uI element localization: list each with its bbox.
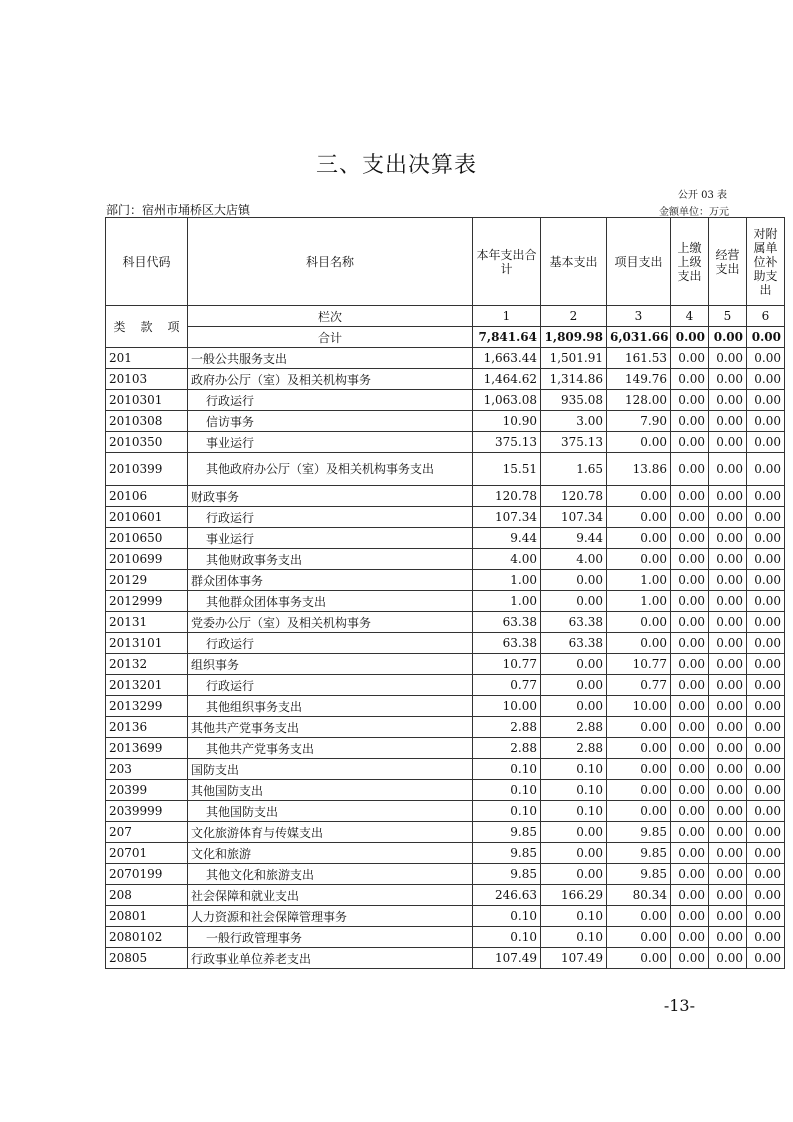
row-code: 2010650 xyxy=(106,528,188,549)
row-value: 107.34 xyxy=(541,507,607,528)
row-name: 其他财政事务支出 xyxy=(188,549,473,570)
row-value: 0.00 xyxy=(747,612,785,633)
row-code: 2013299 xyxy=(106,696,188,717)
row-code: 20805 xyxy=(106,948,188,969)
row-value: 0.00 xyxy=(607,612,671,633)
row-value: 0.10 xyxy=(541,759,607,780)
row-name: 行政运行 xyxy=(188,390,473,411)
row-value: 9.85 xyxy=(607,822,671,843)
row-value: 0.00 xyxy=(747,633,785,654)
row-name: 其他共产党事务支出 xyxy=(188,738,473,759)
row-value: 9.85 xyxy=(473,843,541,864)
row-code: 2010399 xyxy=(106,453,188,486)
expenditure-table xyxy=(105,217,785,969)
row-value: 0.00 xyxy=(747,864,785,885)
col-num: 5 xyxy=(709,306,747,327)
row-value: 0.77 xyxy=(607,675,671,696)
table-row xyxy=(106,822,785,843)
row-value: 2.88 xyxy=(541,738,607,759)
table-row xyxy=(106,801,785,822)
row-value: 0.00 xyxy=(709,486,747,507)
total-value: 7,841.64 xyxy=(473,327,541,348)
row-value: 0.10 xyxy=(541,927,607,948)
row-name: 人力资源和社会保障管理事务 xyxy=(188,906,473,927)
row-value: 0.00 xyxy=(747,738,785,759)
row-value: 0.00 xyxy=(747,453,785,486)
row-value: 10.77 xyxy=(473,654,541,675)
row-value: 0.00 xyxy=(747,507,785,528)
row-value: 0.00 xyxy=(709,675,747,696)
header-kuan: 款 xyxy=(140,320,153,334)
table-row xyxy=(106,348,785,369)
total-value: 6,031.66 xyxy=(607,327,671,348)
row-value: 0.00 xyxy=(607,780,671,801)
row-value: 0.00 xyxy=(747,822,785,843)
row-value: 375.13 xyxy=(473,432,541,453)
row-value: 120.78 xyxy=(541,486,607,507)
row-value: 0.00 xyxy=(709,390,747,411)
table-row xyxy=(106,453,785,486)
row-value: 0.00 xyxy=(709,822,747,843)
row-name: 其他组织事务支出 xyxy=(188,696,473,717)
row-name: 文化旅游体育与传媒支出 xyxy=(188,822,473,843)
row-value: 0.00 xyxy=(671,486,709,507)
row-value: 107.49 xyxy=(473,948,541,969)
row-value: 0.00 xyxy=(671,549,709,570)
row-value: 0.00 xyxy=(747,885,785,906)
row-value: 0.00 xyxy=(541,570,607,591)
row-value: 0.00 xyxy=(541,864,607,885)
row-value: 63.38 xyxy=(473,633,541,654)
row-name: 党委办公厅（室）及相关机构事务 xyxy=(188,612,473,633)
row-value: 0.00 xyxy=(709,612,747,633)
row-value: 63.38 xyxy=(541,612,607,633)
header-operating: 经营支出 xyxy=(709,218,747,306)
row-name: 其他群众团体事务支出 xyxy=(188,591,473,612)
row-value: 0.00 xyxy=(709,717,747,738)
row-value: 0.00 xyxy=(747,780,785,801)
row-name: 政府办公厅（室）及相关机构事务 xyxy=(188,369,473,390)
row-code: 2010699 xyxy=(106,549,188,570)
row-value: 0.00 xyxy=(709,906,747,927)
row-code: 20132 xyxy=(106,654,188,675)
table-row xyxy=(106,780,785,801)
row-value: 0.00 xyxy=(747,759,785,780)
row-value: 9.85 xyxy=(607,843,671,864)
row-code: 2010301 xyxy=(106,390,188,411)
row-value: 0.00 xyxy=(671,507,709,528)
row-value: 0.00 xyxy=(747,432,785,453)
col-num: 6 xyxy=(747,306,785,327)
row-code: 201 xyxy=(106,348,188,369)
row-value: 0.77 xyxy=(473,675,541,696)
row-value: 0.00 xyxy=(671,759,709,780)
row-value: 107.49 xyxy=(541,948,607,969)
row-value: 0.00 xyxy=(671,453,709,486)
row-value: 0.00 xyxy=(747,717,785,738)
row-value: 0.00 xyxy=(709,843,747,864)
row-value: 375.13 xyxy=(541,432,607,453)
row-name: 国防支出 xyxy=(188,759,473,780)
row-name: 其他政府办公厅（室）及相关机构事务支出 xyxy=(188,453,473,486)
row-value: 0.00 xyxy=(671,843,709,864)
row-value: 0.00 xyxy=(671,411,709,432)
row-value: 0.00 xyxy=(709,885,747,906)
header-class-kuan-xiang xyxy=(106,306,188,348)
row-code: 20701 xyxy=(106,843,188,864)
row-value: 0.00 xyxy=(747,348,785,369)
row-name: 行政运行 xyxy=(188,675,473,696)
row-value: 2.88 xyxy=(473,738,541,759)
row-value: 149.76 xyxy=(607,369,671,390)
row-value: 0.00 xyxy=(709,780,747,801)
row-value: 246.63 xyxy=(473,885,541,906)
table-row xyxy=(106,411,785,432)
row-name: 行政运行 xyxy=(188,633,473,654)
row-value: 0.00 xyxy=(709,864,747,885)
row-name: 信访事务 xyxy=(188,411,473,432)
row-value: 0.00 xyxy=(671,432,709,453)
row-value: 2.88 xyxy=(473,717,541,738)
row-value: 128.00 xyxy=(607,390,671,411)
row-value: 80.34 xyxy=(607,885,671,906)
row-name: 事业运行 xyxy=(188,432,473,453)
row-value: 0.00 xyxy=(671,948,709,969)
row-value: 0.00 xyxy=(671,906,709,927)
row-value: 0.00 xyxy=(709,654,747,675)
row-value: 1.00 xyxy=(607,591,671,612)
row-code: 2039999 xyxy=(106,801,188,822)
row-value: 0.00 xyxy=(607,759,671,780)
row-value: 0.10 xyxy=(473,927,541,948)
row-value: 2.88 xyxy=(541,717,607,738)
row-value: 0.00 xyxy=(607,927,671,948)
row-value: 4.00 xyxy=(541,549,607,570)
page-title: 三、支出决算表 xyxy=(315,153,477,178)
table-row xyxy=(106,864,785,885)
row-value: 0.00 xyxy=(671,738,709,759)
row-value: 0.00 xyxy=(709,369,747,390)
row-name: 行政运行 xyxy=(188,507,473,528)
total-label: 合计 xyxy=(188,327,473,348)
page-number: -13- xyxy=(663,996,695,1015)
row-value: 0.00 xyxy=(671,369,709,390)
row-value: 0.00 xyxy=(671,633,709,654)
row-name: 文化和旅游 xyxy=(188,843,473,864)
row-code: 208 xyxy=(106,885,188,906)
column-label: 栏次 xyxy=(188,306,473,327)
row-value: 0.00 xyxy=(747,411,785,432)
row-value: 0.00 xyxy=(747,570,785,591)
col-num: 1 xyxy=(473,306,541,327)
row-value: 0.00 xyxy=(607,948,671,969)
row-value: 0.00 xyxy=(709,432,747,453)
row-name: 事业运行 xyxy=(188,528,473,549)
row-value: 161.53 xyxy=(607,348,671,369)
row-value: 0.00 xyxy=(607,549,671,570)
row-value: 0.00 xyxy=(671,822,709,843)
total-value: 1,809.98 xyxy=(541,327,607,348)
row-value: 0.10 xyxy=(541,801,607,822)
row-code: 2012999 xyxy=(106,591,188,612)
table-row xyxy=(106,717,785,738)
row-value: 1.00 xyxy=(473,591,541,612)
table-row xyxy=(106,843,785,864)
row-value: 0.00 xyxy=(541,822,607,843)
row-value: 0.00 xyxy=(709,507,747,528)
row-value: 0.00 xyxy=(709,801,747,822)
unit-label: 金额单位：万元 xyxy=(659,207,729,218)
row-value: 0.00 xyxy=(709,528,747,549)
row-code: 2013699 xyxy=(106,738,188,759)
row-value: 13.86 xyxy=(607,453,671,486)
table-row xyxy=(106,885,785,906)
row-value: 3.00 xyxy=(541,411,607,432)
header-remit: 上缴上级支出 xyxy=(671,218,709,306)
row-value: 0.00 xyxy=(747,906,785,927)
table-row xyxy=(106,654,785,675)
row-value: 9.85 xyxy=(607,864,671,885)
row-value: 63.38 xyxy=(541,633,607,654)
header-name: 科目名称 xyxy=(188,218,473,306)
row-value: 10.00 xyxy=(473,696,541,717)
row-value: 63.38 xyxy=(473,612,541,633)
col-num: 3 xyxy=(607,306,671,327)
row-value: 0.00 xyxy=(747,675,785,696)
header-xiang: 项 xyxy=(167,320,180,334)
row-value: 0.00 xyxy=(607,717,671,738)
row-code: 207 xyxy=(106,822,188,843)
row-value: 0.00 xyxy=(709,738,747,759)
row-value: 0.00 xyxy=(709,453,747,486)
row-value: 0.00 xyxy=(671,780,709,801)
table-row xyxy=(106,759,785,780)
row-value: 120.78 xyxy=(473,486,541,507)
table-row xyxy=(106,675,785,696)
table-row xyxy=(106,633,785,654)
row-value: 0.00 xyxy=(709,633,747,654)
row-name: 其他国防支出 xyxy=(188,801,473,822)
row-value: 1,663.44 xyxy=(473,348,541,369)
row-value: 0.00 xyxy=(747,369,785,390)
row-value: 0.00 xyxy=(671,717,709,738)
row-value: 0.10 xyxy=(473,780,541,801)
row-code: 2010308 xyxy=(106,411,188,432)
row-value: 0.00 xyxy=(709,411,747,432)
form-number: 公开 03 表 xyxy=(677,190,727,201)
row-value: 0.00 xyxy=(709,570,747,591)
row-value: 0.00 xyxy=(607,486,671,507)
row-value: 0.00 xyxy=(709,759,747,780)
table-row xyxy=(106,432,785,453)
row-value: 0.10 xyxy=(473,759,541,780)
header-lei: 类 xyxy=(113,320,126,334)
row-value: 0.00 xyxy=(607,738,671,759)
row-code: 2070199 xyxy=(106,864,188,885)
row-name: 一般行政管理事务 xyxy=(188,927,473,948)
row-value: 1.65 xyxy=(541,453,607,486)
row-value: 0.00 xyxy=(671,612,709,633)
row-name: 一般公共服务支出 xyxy=(188,348,473,369)
row-value: 0.10 xyxy=(541,780,607,801)
row-value: 0.00 xyxy=(709,948,747,969)
table-row xyxy=(106,390,785,411)
row-value: 7.90 xyxy=(607,411,671,432)
row-name: 其他文化和旅游支出 xyxy=(188,864,473,885)
table-row xyxy=(106,612,785,633)
row-value: 1,464.62 xyxy=(473,369,541,390)
row-value: 0.00 xyxy=(607,432,671,453)
row-code: 203 xyxy=(106,759,188,780)
header-total: 本年支出合计 xyxy=(473,218,541,306)
row-value: 1,501.91 xyxy=(541,348,607,369)
table-row xyxy=(106,738,785,759)
row-value: 0.00 xyxy=(709,927,747,948)
row-value: 10.90 xyxy=(473,411,541,432)
row-name: 组织事务 xyxy=(188,654,473,675)
header-row xyxy=(106,218,785,306)
row-value: 0.00 xyxy=(747,696,785,717)
row-value: 0.00 xyxy=(747,390,785,411)
row-value: 4.00 xyxy=(473,549,541,570)
row-value: 0.00 xyxy=(747,591,785,612)
row-value: 9.44 xyxy=(541,528,607,549)
row-value: 0.00 xyxy=(541,591,607,612)
row-value: 0.00 xyxy=(747,549,785,570)
row-value: 1.00 xyxy=(607,570,671,591)
row-value: 0.00 xyxy=(671,801,709,822)
header-subsidy: 对附属单位补助支出 xyxy=(747,218,785,306)
header-basic: 基本支出 xyxy=(541,218,607,306)
row-value: 0.00 xyxy=(709,591,747,612)
table-row xyxy=(106,591,785,612)
column-number-row xyxy=(106,306,785,327)
row-value: 10.00 xyxy=(607,696,671,717)
row-value: 935.08 xyxy=(541,390,607,411)
row-value: 0.10 xyxy=(473,906,541,927)
table-row xyxy=(106,549,785,570)
row-value: 0.00 xyxy=(747,843,785,864)
row-value: 1.00 xyxy=(473,570,541,591)
row-name: 其他国防支出 xyxy=(188,780,473,801)
row-value: 0.00 xyxy=(607,801,671,822)
table-row xyxy=(106,528,785,549)
row-value: 0.00 xyxy=(671,654,709,675)
row-value: 0.00 xyxy=(671,864,709,885)
row-value: 0.00 xyxy=(541,654,607,675)
row-value: 0.00 xyxy=(747,528,785,549)
header-project: 项目支出 xyxy=(607,218,671,306)
row-value: 1,314.86 xyxy=(541,369,607,390)
total-row xyxy=(106,327,785,348)
row-value: 0.00 xyxy=(709,348,747,369)
row-value: 0.00 xyxy=(607,528,671,549)
row-value: 166.29 xyxy=(541,885,607,906)
row-value: 0.00 xyxy=(747,801,785,822)
department-label: 部门：宿州市埇桥区大店镇 xyxy=(106,203,251,217)
row-code: 2010350 xyxy=(106,432,188,453)
row-value: 10.77 xyxy=(607,654,671,675)
row-code: 20136 xyxy=(106,717,188,738)
row-value: 9.85 xyxy=(473,864,541,885)
row-value: 0.00 xyxy=(671,675,709,696)
row-value: 0.00 xyxy=(671,390,709,411)
row-name: 行政事业单位养老支出 xyxy=(188,948,473,969)
col-num: 4 xyxy=(671,306,709,327)
row-name: 群众团体事务 xyxy=(188,570,473,591)
row-value: 0.00 xyxy=(671,885,709,906)
table-row xyxy=(106,369,785,390)
row-code: 2010601 xyxy=(106,507,188,528)
table-row xyxy=(106,696,785,717)
total-value: 0.00 xyxy=(747,327,785,348)
row-value: 0.10 xyxy=(473,801,541,822)
row-name: 其他共产党事务支出 xyxy=(188,717,473,738)
row-value: 0.00 xyxy=(747,927,785,948)
row-value: 0.00 xyxy=(607,906,671,927)
row-value: 0.00 xyxy=(607,507,671,528)
table-row xyxy=(106,927,785,948)
row-value: 0.00 xyxy=(541,675,607,696)
header-code: 科目代码 xyxy=(106,218,188,306)
table-row xyxy=(106,486,785,507)
row-code: 20106 xyxy=(106,486,188,507)
total-value: 0.00 xyxy=(709,327,747,348)
row-name: 财政事务 xyxy=(188,486,473,507)
row-value: 0.00 xyxy=(671,696,709,717)
row-value: 0.00 xyxy=(709,696,747,717)
row-value: 0.00 xyxy=(671,591,709,612)
row-value: 9.85 xyxy=(473,822,541,843)
row-value: 0.00 xyxy=(541,843,607,864)
row-value: 0.10 xyxy=(541,906,607,927)
row-code: 20399 xyxy=(106,780,188,801)
total-value: 0.00 xyxy=(671,327,709,348)
row-code: 2013201 xyxy=(106,675,188,696)
table-row xyxy=(106,570,785,591)
row-name: 社会保障和就业支出 xyxy=(188,885,473,906)
row-value: 107.34 xyxy=(473,507,541,528)
row-value: 9.44 xyxy=(473,528,541,549)
row-value: 0.00 xyxy=(747,486,785,507)
col-num: 2 xyxy=(541,306,607,327)
row-value: 1,063.08 xyxy=(473,390,541,411)
row-value: 0.00 xyxy=(747,654,785,675)
row-code: 20129 xyxy=(106,570,188,591)
row-value: 0.00 xyxy=(709,549,747,570)
row-value: 0.00 xyxy=(671,348,709,369)
row-value: 0.00 xyxy=(671,570,709,591)
row-code: 20131 xyxy=(106,612,188,633)
table-row xyxy=(106,906,785,927)
table-row xyxy=(106,507,785,528)
row-code: 2013101 xyxy=(106,633,188,654)
row-value: 0.00 xyxy=(541,696,607,717)
row-value: 0.00 xyxy=(607,633,671,654)
row-value: 0.00 xyxy=(671,927,709,948)
row-value: 0.00 xyxy=(747,948,785,969)
row-code: 20103 xyxy=(106,369,188,390)
table-row xyxy=(106,948,785,969)
row-code: 2080102 xyxy=(106,927,188,948)
row-code: 20801 xyxy=(106,906,188,927)
row-value: 0.00 xyxy=(671,528,709,549)
row-value: 15.51 xyxy=(473,453,541,486)
